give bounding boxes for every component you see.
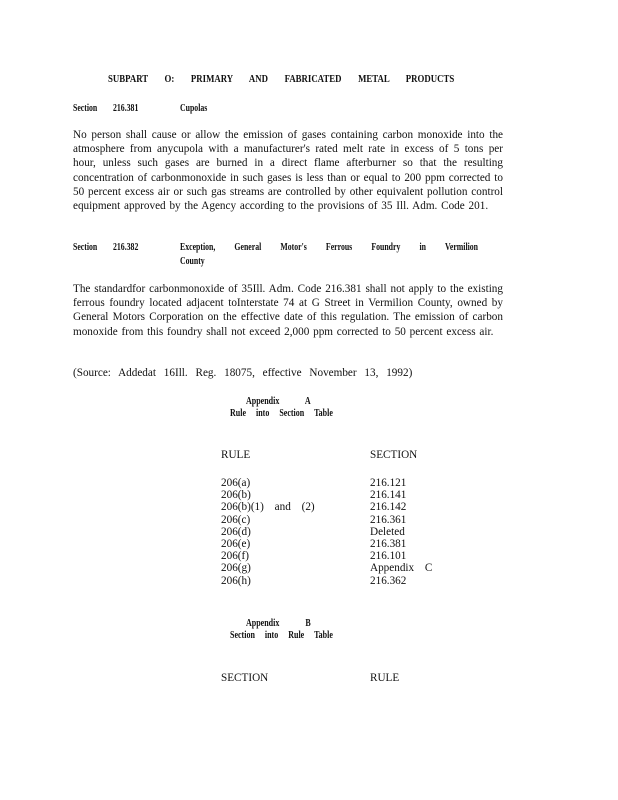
table-cell-section: 216.141 <box>370 489 407 502</box>
table-cell-rule: 206(h) <box>221 574 251 587</box>
table-cell-rule: 206(g) <box>221 562 251 575</box>
table-cell-rule: 206(f) <box>221 550 249 563</box>
section-382-text: The standardfor carbonmonoxide of 35Ill. Adm. Code 216.381 shall not apply to the existing ferrous foundry located adjacent toInterstate 74 at G Street in Vermilion County, owned by General Motors Corporation on the effective date of this regulation. The emission of carbon monoxide from this foundry shall not exceed 2,000 ppm corrected to 50 percent excess air. <box>73 283 503 338</box>
table-cell-section: 216.101 <box>370 550 407 563</box>
table-cell-rule: 206(a) <box>221 477 251 489</box>
appendix-a-title: Appendix A <box>246 396 311 407</box>
appendix-a-col-rule: RULE <box>221 449 251 461</box>
section-382-number: 216.382 <box>113 242 139 253</box>
table-cell-section: 216.381 <box>370 538 407 551</box>
section-382-title-line1: Exception, General Motor's Ferrous Foundry in Vermilion <box>180 242 479 253</box>
appendix-b-col-section: SECTION <box>221 672 269 684</box>
section-381-label: Section <box>73 103 98 114</box>
section-382-label: Section <box>73 242 98 253</box>
table-cell-section: 216.142 <box>370 501 407 514</box>
table-cell-section: 216.361 <box>370 513 407 526</box>
table-cell-section: Deleted <box>370 525 405 538</box>
appendix-b-col-rule: RULE <box>370 672 400 684</box>
section-381-title: Cupolas <box>180 103 208 114</box>
table-cell-rule: 206(b)(1) and (2) <box>221 501 315 514</box>
appendix-a-rule-column <box>221 477 315 587</box>
table-cell-rule: 206(e) <box>221 538 251 551</box>
appendix-a-subtitle: Rule into Section Table <box>230 408 333 419</box>
appendix-a-col-section: SECTION <box>370 449 418 461</box>
appendix-a-section-column <box>370 477 432 587</box>
section-382-title-line2: County <box>180 256 205 267</box>
appendix-b-title: Appendix B <box>246 618 311 629</box>
table-cell-section: 216.362 <box>370 574 407 587</box>
table-cell-rule: 206(d) <box>221 525 251 538</box>
appendix-b-subtitle: Section into Rule Table <box>230 630 333 641</box>
source-note: (Source: Addedat 16Ill. Reg. 18075, effective November 13, 1992) <box>73 367 413 379</box>
table-cell-section: Appendix C <box>370 562 433 575</box>
section-381-number: 216.381 <box>113 103 139 114</box>
table-cell-section: 216.121 <box>370 477 407 489</box>
table-cell-rule: 206(c) <box>221 513 251 526</box>
section-381-text: No person shall cause or allow the emission of gases containing carbon monoxide into the atmosphere from anycupola with a manufacturer's rated melt rate in excess of 5 tons per hour, unless such gases are burned in a direct flame afterburner so that the resulting concentration of carbonmonoxide in such gases is less than or equal to 200 ppm corrected to 50 percent excess air or such gas streams are controlled by other equivalent pollution control equipment approved by the Agency according to the provisions of 35 Ill. Adm. Code 201. <box>73 129 503 213</box>
subpart-heading: SUBPART O: PRIMARY AND FABRICATED METAL PRODUCTS <box>108 73 455 85</box>
table-cell-rule: 206(b) <box>221 489 251 502</box>
